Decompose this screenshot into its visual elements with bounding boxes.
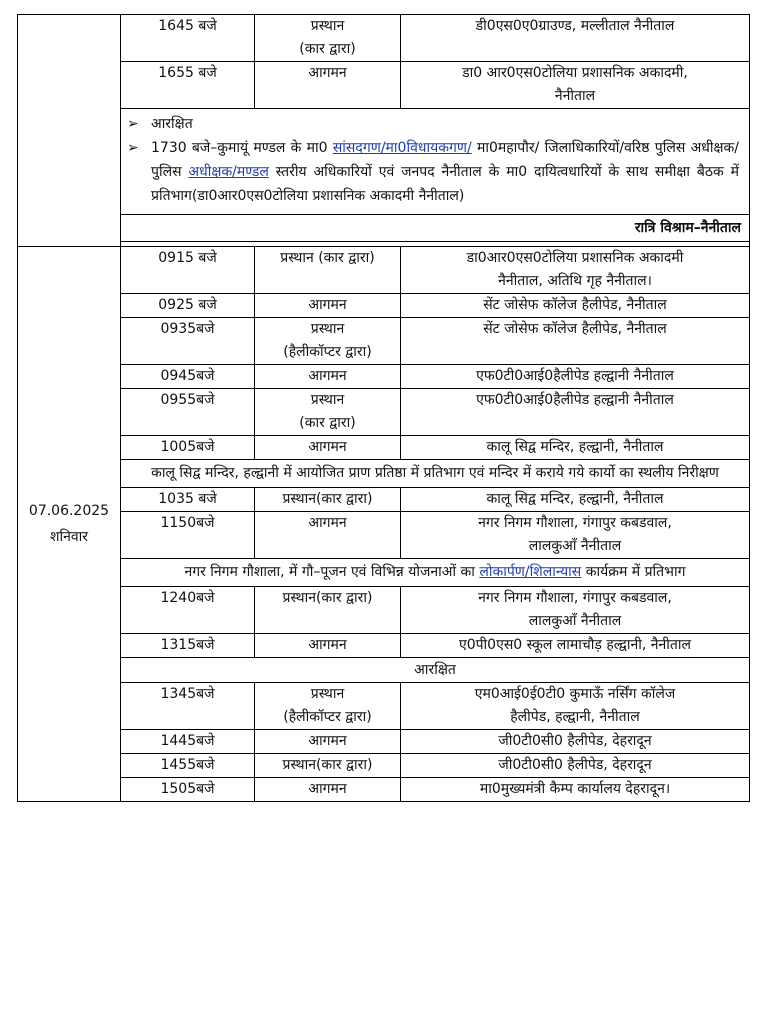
place-cell: नगर निगम गौशाला, गंगापुर कबडवाल, लालकुआँ नैनीताल bbox=[401, 512, 750, 559]
date-cell bbox=[18, 247, 121, 802]
note-cell bbox=[121, 559, 750, 587]
time-cell: 0935बजे bbox=[121, 318, 255, 365]
time-cell: 0915 बजे bbox=[121, 247, 255, 294]
time-cell: 1005बजे bbox=[121, 436, 255, 460]
place-cell: कालू सिद्व मन्दिर, हल्द्वानी, नैनीताल bbox=[401, 436, 750, 460]
underlined-text: अधीक्षक/मण्डल bbox=[188, 164, 269, 180]
schedule-row bbox=[18, 318, 750, 365]
bullet-row bbox=[18, 109, 750, 215]
place-cell: डी0एस0ए0ग्राउण्ड, मल्लीताल नैनीताल bbox=[401, 15, 750, 62]
time-cell: 1150बजे bbox=[121, 512, 255, 559]
day1-section bbox=[18, 15, 750, 247]
time-cell: 1445बजे bbox=[121, 730, 255, 754]
mode-cell: प्रस्थान (कार द्वारा) bbox=[255, 15, 401, 62]
schedule-row bbox=[18, 436, 750, 460]
place-cell: नगर निगम गौशाला, गंगापुर कबडवाल, लालकुआँ नैनीताल bbox=[401, 587, 750, 634]
time-cell: 1345बजे bbox=[121, 683, 255, 730]
bullet-text: 1730 बजे–कुमायूं मण्डल के मा0 bbox=[151, 140, 333, 156]
mode-cell: आगमन bbox=[255, 730, 401, 754]
note-cell: कालू सिद्व मन्दिर, हल्द्वानी में आयोजित प्राण प्रतिष्ठा में प्रतिभाग एवं मन्दिर में कराये गये कार्यो का स्थलीय निरीक्षण bbox=[121, 460, 750, 488]
bullet-text: स्तरीय अधिकारियों एवं जनपद नैनीताल के मा0 दायित्वधारियों के साथ समीक्षा बैठक में प्रतिभाग(डा0आर0एस0टोलिया प्रशासनिक अकादमी नैनीताल) bbox=[151, 164, 740, 204]
time-cell: 1240बजे bbox=[121, 587, 255, 634]
mode-cell: आगमन bbox=[255, 365, 401, 389]
time-cell: 1315बजे bbox=[121, 634, 255, 658]
schedule-row bbox=[18, 587, 750, 634]
time-cell: 1645 बजे bbox=[121, 15, 255, 62]
mode-cell: आगमन bbox=[255, 778, 401, 802]
note-text: नगर निगम गौशाला, में गौ–पूजन एवं विभिन्न योजनाओं का bbox=[184, 564, 480, 580]
mode-cell: प्रस्थान(कार द्वारा) bbox=[255, 587, 401, 634]
day1-date-cell bbox=[18, 15, 121, 247]
time-cell: 0945बजे bbox=[121, 365, 255, 389]
note-text: कार्यक्रम में प्रतिभाग bbox=[581, 564, 686, 580]
arrow-bullet-icon: ➢ bbox=[127, 116, 139, 132]
schedule-row bbox=[18, 15, 750, 62]
mode-cell: आगमन bbox=[255, 512, 401, 559]
place-cell: डा0 आर0एस0टोलिया प्रशासनिक अकादमी, नैनीताल bbox=[401, 62, 750, 109]
place-cell: कालू सिद्व मन्दिर, हल्द्वानी, नैनीताल bbox=[401, 488, 750, 512]
schedule-row bbox=[18, 634, 750, 658]
schedule-row bbox=[18, 294, 750, 318]
bullet-cell bbox=[121, 109, 750, 215]
place-cell: सेंट जोसेफ कॉलेज हैलीपेड, नैनीताल bbox=[401, 318, 750, 365]
arrow-bullet-icon: ➢ bbox=[127, 140, 139, 156]
time-cell: 1655 बजे bbox=[121, 62, 255, 109]
note-row bbox=[18, 460, 750, 488]
place-cell: जी0टी0सी0 हैलीपेड, देहरादून bbox=[401, 730, 750, 754]
mode-cell: प्रस्थान (हैलीकॉप्टर द्वारा) bbox=[255, 318, 401, 365]
mode-cell: आगमन bbox=[255, 436, 401, 460]
schedule-row bbox=[18, 365, 750, 389]
schedule-row bbox=[18, 730, 750, 754]
underlined-text: लोकार्पण/शिलान्यास bbox=[479, 564, 582, 580]
bullet-text: आरक्षित bbox=[151, 116, 193, 132]
mode-cell: प्रस्थान (हैलीकॉप्टर द्वारा) bbox=[255, 683, 401, 730]
night-stay-row bbox=[18, 215, 750, 242]
mode-cell: आगमन bbox=[255, 294, 401, 318]
schedule-row bbox=[18, 754, 750, 778]
time-cell: 1035 बजे bbox=[121, 488, 255, 512]
place-cell: मा0मुख्यमंत्री कैम्प कार्यालय देहरादून। bbox=[401, 778, 750, 802]
place-cell: सेंट जोसेफ कॉलेज हैलीपेड, नैनीताल bbox=[401, 294, 750, 318]
mode-cell: प्रस्थान(कार द्वारा) bbox=[255, 488, 401, 512]
time-cell: 0955बजे bbox=[121, 389, 255, 436]
reserved-row bbox=[18, 658, 750, 683]
date-text: 07.06.2025 bbox=[28, 503, 110, 519]
night-stay-cell: रात्रि विश्राम–नैनीताल bbox=[121, 215, 750, 242]
underlined-text: सांसदगण/मा0विधायकगण/ bbox=[332, 140, 472, 156]
schedule-table bbox=[17, 14, 750, 802]
place-cell: डा0आर0एस0टोलिया प्रशासनिक अकादमी नैनीताल, अतिथि गृह नैनीताल। bbox=[401, 247, 750, 294]
bullet-text: मा0महापौर/ जिलाधिकारियों/वरिष्ठ पुलिस अधीक्षक/पुलिस bbox=[151, 140, 740, 180]
mode-cell: प्रस्थान (कार द्वारा) bbox=[255, 247, 401, 294]
bullet-item bbox=[127, 136, 740, 208]
weekday-text: शनिवार bbox=[49, 529, 89, 545]
schedule-row bbox=[18, 247, 750, 294]
place-cell: एम0आई0ई0टी0 कुमाऊँ नर्सिंग कॉलेज हैलीपेड, हल्द्वानी, नैनीताल bbox=[401, 683, 750, 730]
place-cell: एफ0टी0आई0हैलीपेड हल्द्वानी नैनीताल bbox=[401, 365, 750, 389]
schedule-row bbox=[18, 488, 750, 512]
mode-cell: प्रस्थान(कार द्वारा) bbox=[255, 754, 401, 778]
schedule-row bbox=[18, 62, 750, 109]
schedule-row bbox=[18, 778, 750, 802]
mode-cell: आगमन bbox=[255, 634, 401, 658]
schedule-row bbox=[18, 512, 750, 559]
mode-cell: प्रस्थान (कार द्वारा) bbox=[255, 389, 401, 436]
place-cell: जी0टी0सी0 हैलीपेड, देहरादून bbox=[401, 754, 750, 778]
schedule-row bbox=[18, 389, 750, 436]
time-cell: 1455बजे bbox=[121, 754, 255, 778]
place-cell: एफ0टी0आई0हैलीपेड हल्द्वानी नैनीताल bbox=[401, 389, 750, 436]
bullet-item bbox=[127, 112, 739, 136]
schedule-row bbox=[18, 683, 750, 730]
place-cell: ए0पी0एस0 स्कूल लामाचौड़ हल्द्वानी, नैनीताल bbox=[401, 634, 750, 658]
time-cell: 0925 बजे bbox=[121, 294, 255, 318]
reserved-cell: आरक्षित bbox=[121, 658, 750, 683]
note-row bbox=[18, 559, 750, 587]
time-cell: 1505बजे bbox=[121, 778, 255, 802]
day2-section bbox=[18, 247, 750, 802]
mode-cell: आगमन bbox=[255, 62, 401, 109]
